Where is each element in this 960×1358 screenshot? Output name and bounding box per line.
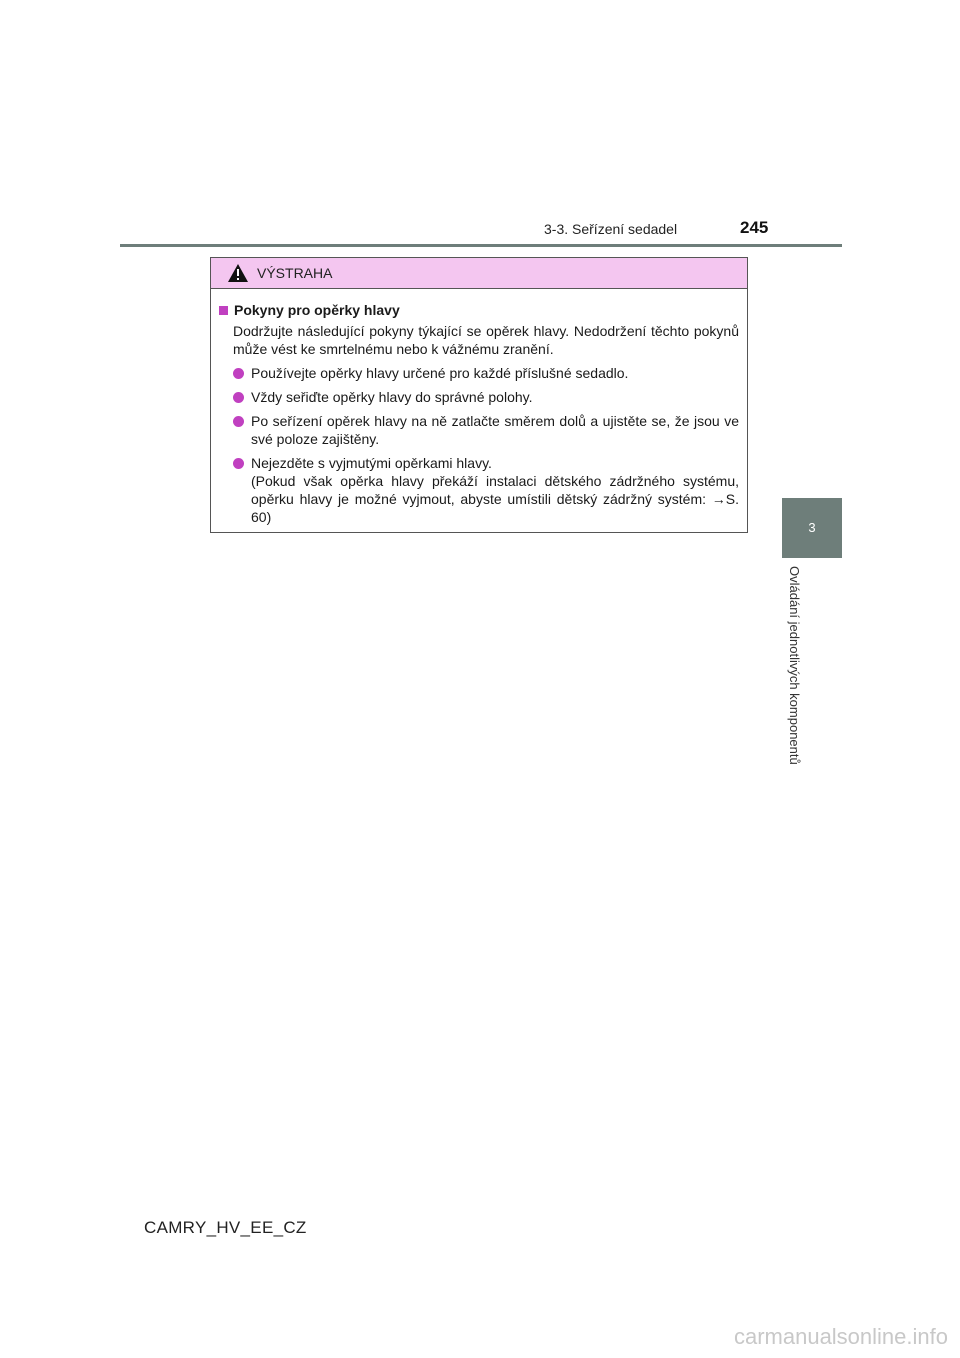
page-number: 245 bbox=[740, 218, 769, 237]
footer-code: CAMRY_HV_EE_CZ bbox=[144, 1218, 307, 1237]
warning-header bbox=[211, 258, 747, 289]
warning-bullet-text: Po seřízení opěrek hlavy na ně zatlačte směrem dolů a ujistěte se, že jsou ve své poloze zajištěny. bbox=[251, 413, 739, 447]
warning-bullet bbox=[233, 388, 739, 406]
warning-body bbox=[211, 289, 747, 526]
warning-bullet bbox=[233, 454, 739, 526]
warning-bullet-text: Používejte opěrky hlavy určené pro každé příslušné sedadlo. bbox=[251, 365, 629, 381]
square-bullet-icon bbox=[219, 306, 228, 315]
warning-box bbox=[210, 257, 748, 533]
watermark: carmanualsonline.info bbox=[733, 1324, 948, 1349]
circle-bullet-icon bbox=[233, 458, 244, 469]
warning-label: VÝSTRAHA bbox=[257, 265, 333, 281]
header-rule bbox=[120, 244, 842, 247]
warning-bullet bbox=[233, 364, 739, 382]
warning-bullet-note: (Pokud však opěrka hlavy překáží instalaci dětského zádržného systému, opěrku hlavy je možné vyjmout, abyste umístili dětský zádržný systém: →S. 60) bbox=[251, 473, 739, 525]
circle-bullet-icon bbox=[233, 392, 244, 403]
warning-bullet-text: Vždy seřiďte opěrky hlavy do správné polohy. bbox=[251, 389, 533, 405]
warning-intro: Dodržujte následující pokyny týkající se opěrek hlavy. Nedodržení těchto pokynů může vést ke smrtelnému nebo k vážnému zranění. bbox=[233, 323, 739, 357]
chapter-tab: 3 bbox=[782, 498, 842, 558]
header-section-title: 3-3. Seřízení sedadel bbox=[544, 221, 678, 237]
warning-subtitle-text: Pokyny pro opěrky hlavy bbox=[234, 302, 400, 318]
circle-bullet-icon bbox=[233, 368, 244, 379]
warning-bullet bbox=[233, 412, 739, 448]
warning-subtitle bbox=[219, 301, 739, 319]
warning-triangle-icon bbox=[227, 263, 249, 283]
circle-bullet-icon bbox=[233, 416, 244, 427]
warning-bullet-text: Nejezděte s vyjmutými opěrkami hlavy. bbox=[251, 455, 492, 471]
chapter-title: Ovládání jednotlivých komponentů bbox=[787, 566, 802, 765]
